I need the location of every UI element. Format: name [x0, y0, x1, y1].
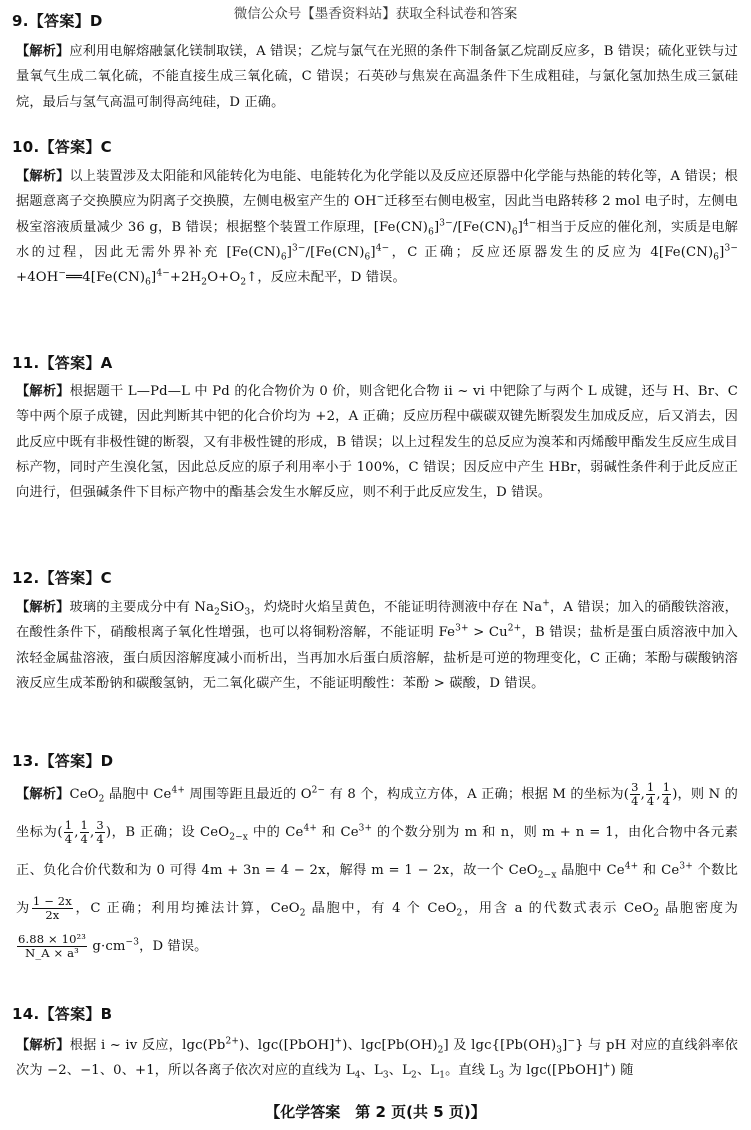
- q11-tag: 【解析】: [16, 384, 70, 399]
- sub: 2: [98, 794, 105, 805]
- q11-explanation: [16, 379, 738, 505]
- sub: 3: [556, 1045, 563, 1056]
- q13-text: 晶胞中，有 4 个 CeO: [305, 901, 457, 916]
- q9-text: 应利用电解熔融氯化镁制取镁，A 错误；乙烷与氯气在光照的条件下制备氯乙烷副反应多，B 错误；硫化亚铁与过量氧气生成二氧化硫，不能直接生成三氧化硫，C 错误；石英砂与焦炭在高温条件下生成粗硅，与氯化氢加热生成三氯硅烷，最后与氢气高温可制得高纯硅，D 正确。: [16, 44, 738, 110]
- fraction-numerator: 1 − 2x: [32, 894, 72, 908]
- page-footer: 【化学答案 第 2 页(共 5 页)】: [265, 1103, 486, 1121]
- sup: +: [602, 1061, 611, 1072]
- sup: −: [58, 268, 67, 279]
- fraction-denominator: 4: [64, 832, 73, 846]
- q12-answer: 12.【答案】C: [12, 569, 112, 587]
- q13-text: g·cm: [88, 939, 126, 954]
- fraction: [662, 781, 671, 808]
- q12-tag: 【解析】: [16, 600, 70, 615]
- q13-explanation: 【解析】CeO$_2$ 晶胞中 $Ce^{4+}$ 周围等距且最近的 $O^{2-}$ 有 8 个，构成立方体，A 正确；根据 M 的坐标为( $\frac{3}{4}$ , $\frac{1}{4}$ , $\frac{1}{4}$ )，则 N 的坐标为( $\frac{1}{4}$ , $\frac{1}{4}$ , $\frac{3}{4}$ )，B 正确；设 CeO$_{2-x}$ 中的 $Ce^{4+}$ 和 $Ce^{3+}$ 的个数分别为 m 和 n，则 m + n = 1，由化合物中各元素正、负化合价代数和为 0 可得 4m + 3n = 4 − 2x，解得 m = 1 − 2x，故一个 CeO$_{2-x}$ 晶胞中 $Ce^{4+}$ 和 $Ce^{3+}$ 个数比为 $\frac{1 - 2x}{2x}$ ，C 正确；利用均摊法计算，CeO$_2$ 晶胞中，有 4 个 CeO$_2$，用含 a 的代数式表示 CeO$_2$ 晶胞密度为 $\frac{\text{6.88 × 10²³}}{\text{N\_A × a³}}$ $g\cdot cm^{-3}$，D 错误。: [16, 780, 739, 960]
- q10-text: +4OH: [16, 270, 59, 286]
- q9-tag: 【解析】: [16, 44, 70, 59]
- fraction-denominator: 2x: [45, 908, 60, 922]
- sub: 6: [428, 227, 434, 238]
- fraction-denominator: 4: [646, 794, 655, 808]
- q14-text: 、L: [360, 1063, 383, 1079]
- sub: 3: [244, 607, 251, 618]
- q10-text: ↑，反应未配平，D 错误。: [246, 270, 406, 286]
- fraction: [646, 781, 655, 808]
- fraction-numerator: 1: [80, 818, 88, 832]
- sub: 2: [653, 908, 660, 919]
- q13-text: CeO: [69, 787, 99, 802]
- q10-answer: 10.【答案】C: [12, 138, 112, 156]
- sub: 3: [498, 1070, 505, 1081]
- q12-text: ，A 错误；加入的硝酸铁溶液，在酸性条件下，硝酸根离子氧化性增强，也可以将铜粉溶解，不能证明 Fe: [16, 600, 738, 641]
- fraction-numerator: 1: [646, 780, 655, 794]
- fraction: [64, 819, 73, 846]
- sub: 6: [511, 227, 518, 238]
- sub: 2: [456, 908, 463, 919]
- sub: 6: [364, 252, 371, 263]
- sup: −: [567, 1036, 576, 1047]
- sup: 2−: [311, 785, 326, 796]
- sub: 4: [354, 1070, 361, 1081]
- sup: 4+: [303, 823, 318, 834]
- q13-text: )，B 正确；设 CeO: [105, 825, 230, 840]
- q13-text: 周围等距且最近的 O: [185, 787, 312, 802]
- q14-text: ) 随: [610, 1063, 634, 1079]
- sub: 2−x: [229, 832, 249, 843]
- q10-text: ，C 正确；反应还原器发生的反应为 4[Fe(CN): [389, 244, 714, 260]
- fraction: [95, 819, 104, 846]
- sub: 2: [299, 908, 306, 919]
- q13-text: 的个数分别为 m 和 n，则 m + n = 1，由化合物中各元素正、负化合价代数和为 0 可得 4m + 3n = 4 − 2x，解得 m = 1 − 2x，故一个 CeO: [16, 825, 739, 878]
- sup: 3−: [292, 243, 306, 254]
- q13-text: 晶胞中 Ce: [556, 863, 625, 878]
- sub: 2: [214, 607, 220, 618]
- fraction-denominator: N_A × a³: [25, 946, 79, 960]
- q14-text: )、lgc[Pb(OH): [342, 1038, 438, 1053]
- q13-tag: 【解析】: [16, 787, 70, 802]
- fraction-numerator: 3: [631, 780, 639, 794]
- q12-text: SiO: [220, 600, 245, 615]
- fraction: [80, 819, 89, 846]
- q13-text: 中的 Ce: [248, 825, 304, 840]
- sup: 3+: [679, 861, 693, 872]
- q11-text: 根据题干 L—Pd—L 中 Pd 的化合物价为 0 价，则含钯化合物 ii ~ vi 中钯除了与两个 L 成键，还与 H、Br、C 等中两个原子成键，因此判断其中钯的化合价均为 +2，A 正确；反应历程中碳碳双键先断裂发生加成反应，后又消去，因此反应中既有非极性键的断裂，又有非极性键的形成，B 错误；以上过程发生的总反应为溴苯和丙烯酸甲酯发生反应生成目标产物，同时产生溴化氢，因此总反应的原子利用率小于 100%，C 错误；因反应中产生 HBr，弱碱性条件利于此反应正向进行，但强碱条件下目标产物中的酯基会发生水解反应，则不利于此反应发生，D 错误。: [16, 384, 738, 501]
- fraction: [630, 781, 639, 808]
- sup: 4+: [171, 785, 186, 796]
- sup: 4−: [523, 218, 537, 229]
- q14-text: 、L: [416, 1063, 440, 1079]
- q14-text: 。直线 L: [445, 1063, 499, 1079]
- q14-text: } 与 pH 对应的直线斜率依次为 −2、−1、0、+1，所以各离子依次对应的直线为 L: [16, 1038, 738, 1079]
- sup: −3: [125, 937, 140, 948]
- q13-text: 和 Ce: [317, 825, 359, 840]
- sup: +: [334, 1036, 343, 1047]
- q9-answer: 9.【答案】D: [12, 12, 103, 30]
- fraction-denominator: 4: [662, 794, 671, 808]
- sup: +: [542, 598, 550, 609]
- q12-explanation: [16, 595, 738, 696]
- sup: −: [376, 192, 385, 203]
- fraction-numerator: 1: [64, 818, 73, 832]
- sup: 3+: [455, 623, 469, 634]
- sub: 2: [240, 277, 247, 288]
- q14-text: 、L: [388, 1063, 412, 1079]
- q14-answer: 14.【答案】B: [12, 1005, 113, 1023]
- sup: 4+: [624, 861, 639, 872]
- q14-tag: 【解析】: [16, 1038, 70, 1053]
- sub: 6: [145, 277, 152, 288]
- q13-text: 有 8 个，构成立方体，A 正确；根据 M 的坐标为(: [325, 787, 630, 802]
- q13-text: 晶胞中 Ce: [104, 787, 172, 802]
- sub: 6: [280, 252, 287, 263]
- sup: 3+: [358, 823, 373, 834]
- sup: 4−: [156, 268, 170, 279]
- q13-text: )，则 N 的坐标为(: [16, 787, 738, 840]
- q10-text: /[Fe(CN): [452, 219, 512, 235]
- q13-text: ，C 正确；利用均摊法计算，CeO: [73, 901, 300, 916]
- fraction-numerator: 3: [96, 818, 104, 832]
- q13-text: 个数比为: [16, 863, 739, 916]
- q13-text: 和 Ce: [638, 863, 680, 878]
- q14-text: 为 lgc([PbOH]: [504, 1063, 603, 1079]
- q12-text: ，灼烧时火焰呈黄色，不能证明待测液中存在 Na: [250, 600, 543, 615]
- density-fraction: [17, 933, 87, 960]
- sup: 4−: [375, 243, 390, 254]
- sub: 6: [713, 252, 720, 263]
- q13-text: ，D 错误。: [139, 939, 208, 954]
- q10-text: /[Fe(CN): [305, 244, 365, 260]
- q10-text: 相当于反应的催化剂，实质是电解水的过程，因此无需外界补充 [Fe(CN): [16, 219, 738, 260]
- q10-tag: 【解析】: [16, 169, 70, 184]
- q14-text: ] 及 lgc{[Pb(OH): [443, 1038, 557, 1053]
- watermark-text: 微信公众号【墨香资料站】获取全科试卷和答案: [233, 6, 518, 22]
- q10-text: 迁移至右侧电极室，因此当电路转移 2 mol 电子时，左侧电极室溶液质量减少 36 g，B 错误；根据整个装置工作原理，[Fe(CN): [16, 194, 738, 235]
- sup: 3−: [724, 243, 739, 254]
- fraction-denominator: 4: [96, 832, 104, 846]
- fraction-numerator: 1: [662, 780, 671, 794]
- q14-text: )、lgc([PbOH]: [239, 1038, 335, 1053]
- sup: 3−: [439, 218, 453, 229]
- q13-text: ，用含 a 的代数式表示 CeO: [462, 901, 654, 916]
- q14-text: ]: [562, 1038, 568, 1053]
- q14-explanation: [16, 1033, 738, 1084]
- fraction-denominator: 4: [631, 794, 639, 808]
- sub: 3: [382, 1070, 389, 1081]
- sub: 2−x: [537, 870, 557, 881]
- q12-text: 玻璃的主要成分中有 Na: [69, 600, 215, 615]
- q10-text: 以上装置涉及太阳能和风能转化为电能、电能转化为化学能以及反应还原器中化学能与热能的转化等，A 错误；根据题意离子交换膜应为阴离子交换膜，左侧电极室产生的 OH: [16, 169, 738, 210]
- sup: 2+: [507, 623, 522, 634]
- ratio-fraction: [32, 895, 73, 922]
- q12-text: ，B 错误；盐析是蛋白质溶液中加入浓轻金属盐溶液，蛋白质因溶解度减小而析出，当再加水后蛋白质溶解，盐析是可逆的物理变化，C 正确；苯酚与碳酸钠溶液反应生成苯酚钠和碳酸氢钠，无二氧化碳产生，不能证明酸性：苯酚 > 碳酸，D 错误。: [16, 625, 738, 691]
- q10-text: ══4[Fe(CN): [66, 270, 146, 286]
- q12-text: > Cu: [468, 625, 508, 641]
- sub: 2: [437, 1045, 444, 1056]
- q10-text: O+O: [207, 270, 241, 286]
- sub: 2: [411, 1070, 417, 1081]
- fraction-denominator: 4: [80, 832, 88, 846]
- sup: 2+: [225, 1036, 240, 1047]
- q9-explanation: [16, 39, 738, 115]
- fraction-numerator: 6.88 × 10²³: [18, 932, 87, 946]
- q11-answer: 11.【答案】A: [12, 354, 113, 372]
- q10-text: +2H: [169, 270, 202, 286]
- sub: 1: [439, 1070, 446, 1081]
- q13-text: 晶胞密度为: [659, 901, 738, 916]
- q13-answer: 13.【答案】D: [12, 752, 114, 770]
- sub: 2: [201, 277, 208, 288]
- q14-text: 根据 i ~ iv 反应，lgc(Pb: [69, 1038, 226, 1053]
- q10-explanation: 【解析】以上装置涉及太阳能和风能转化为电能、电能转化为化学能以及反应还原器中化学能与热能的转化等，A 错误；根据题意离子交换膜应为阴离子交换膜，左侧电极室产生的 OH−迁移至右侧电极室，因此当电路转移 2 mol 电子时，左侧电极室溶液质量减少 36 g，B 错误；根据整个装置工作原理，$[Fe(CN)_6]^{3-}/[Fe(CN)_6]^{4-}$相当于反应的催化剂，实质是电解水的过程，因此无需外界补充 $[Fe(CN)_6]^{3-}/[Fe(CN)_6]^{4-}$，C 正确；反应还原器发生的反应为 $4[Fe(CN)_6]^{3-}+4OH^-══4[Fe(CN)_6]^{4-}+2H_2O+O_2↑$，反应未配平，D 错误。: [16, 169, 739, 288]
